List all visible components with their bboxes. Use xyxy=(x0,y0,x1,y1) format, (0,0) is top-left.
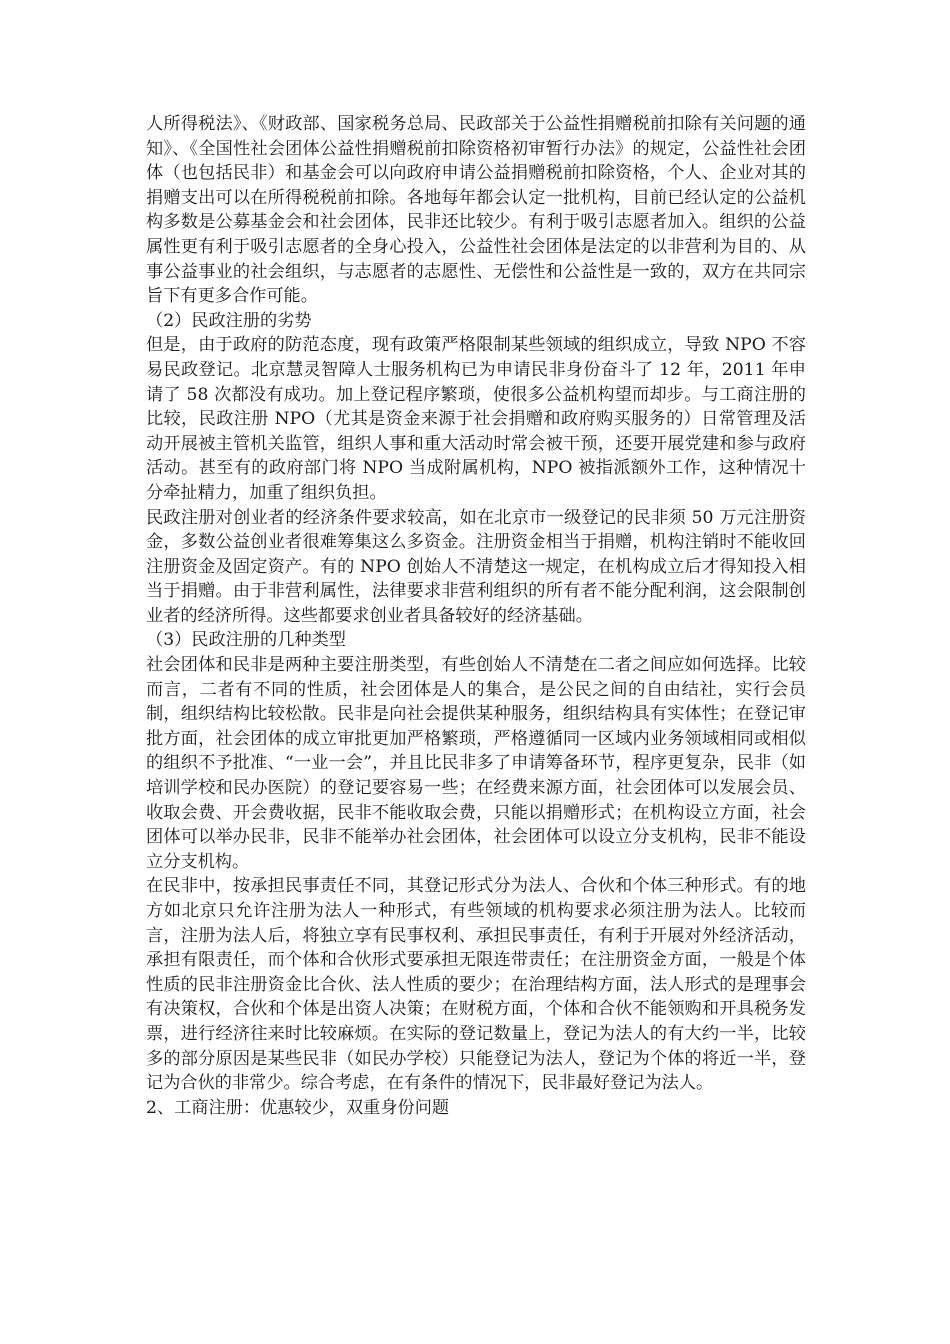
paragraph-government-restrictions: 但是，由于政府的防范态度，现有政策严格限制某些领域的组织成立，导致 NPO 不容易民政登记。北京慧灵智障人士服务机构已为申请民非身份奋斗了 12 年，2011 年申请了 58 次都没有成功。加上登记程序繁琐，使很多公益机构望而却步。与工商注册的比较，民政注册 NPO（尤其是资金来源于社会捐赠和政府购买服务的）日常管理及活动开展被主管机关监管，组织人事和重大活动时常会被干预，还要开展党建和参与政府活动。甚至有的政府部门将 NPO 当成附属机构，NPO 被指派额外工作，这种情况十分牵扯精力，加重了组织负担。 xyxy=(146,335,806,503)
paragraph-tax-benefits: 人所得税法》、《财政部、国家税务总局、民政部关于公益性捐赠税前扣除有关问题的通知》、《全国性社会团体公益性捐赠税前扣除资格初审暂行办法》的规定，公益性社会团体（也包括民非）和基金会可以向政府申请公益捐赠税前扣除资格，个人、企业对其的捐赠支出可以在所得税税前扣除。各地每年都会认定一批机构，目前已经认定的公益机构多数是公募基金会和社会团体，民非还比较少。有利于吸引志愿者加入。组织的公益属性更有利于吸引志愿者的全身心投入，公益性社会团体是法定的以非营利为目的、从事公益事业的社会组织，与志愿者的志愿性、无偿性和公益性是一致的，双方在共同宗旨下有更多合作可能。 xyxy=(146,114,806,307)
heading-business-registration: 2、工商注册：优惠较少，双重身份问题 xyxy=(146,1097,450,1118)
paragraph-registration-forms: 在民非中，按承担民事责任不同，其登记形式分为法人、合伙和个体三种形式。有的地方如北京只允许注册为法人一种形式，有些领域的机构要求必须注册为法人。比较而言，注册为法人后，将独立享有民事权利、承担民事责任，有利于开展对外经济活动，承担有限责任，而个体和合伙形式要承担无限连带责任；在注册资金方面，一般是个体性质的民非注册资金比合伙、法人性质的要少；在治理结构方面，法人形式的是理事会有决策权，合伙和个体是出资人决策；在财税方面，个体和合伙不能领购和开具税务发票，进行经济往来时比较麻烦。在实际的登记数量上，登记为法人的有大约一半，比较多的部分原因是某些民非（如民办学校）只能登记为法人，登记为个体的将近一半，登记为合伙的非常少。综合考虑，在有条件的情况下，民非最好登记为法人。 xyxy=(146,876,806,1094)
heading-civil-registration-disadvantages: （2）民政注册的劣势 xyxy=(146,310,312,331)
document-body xyxy=(146,112,806,1120)
paragraph-economic-requirements: 民政注册对创业者的经济条件要求较高，如在北京市一级登记的民非须 50 万元注册资金，多数公益创业者很难筹集这么多资金。注册资金相当于捐赠，机构注销时不能收回注册资金及固定资产。有的 NPO 创始人不清楚这一规定，在机构成立后才得知投入相当于捐赠。由于非营利属性，法律要求非营利组织的所有者不能分配利润，这会限制创业者的经济所得。这些都要求创业者具备较好的经济基础。 xyxy=(146,507,806,626)
paragraph-social-groups-vs-nonenterprise: 社会团体和民非是两种主要注册类型，有些创始人不清楚在二者之间应如何选择。比较而言，二者有不同的性质，社会团体是人的集合，是公民之间的自由结社，实行会员制，组织结构比较松散。民非是向社会提供某种服务，组织结构具有实体性；在登记审批方面，社会团体的成立审批更加严格繁琐，严格遵循同一区域内业务领域相同或相似的组织不予批准、“一业一会”，并且比民非多了申请筹备环节，程序更复杂，民非（如培训学校和民办医院）的登记要容易一些；在经费来源方面，社会团体可以发展会员、收取会费、开会费收据，民非不能收取会费，只能以捐赠形式；在机构设立方面，社会团体可以举办民非，民非不能举办社会团体，社会团体可以设立分支机构，民非不能设立分支机构。 xyxy=(146,655,806,872)
heading-civil-registration-types: （3）民政注册的几种类型 xyxy=(146,630,346,651)
